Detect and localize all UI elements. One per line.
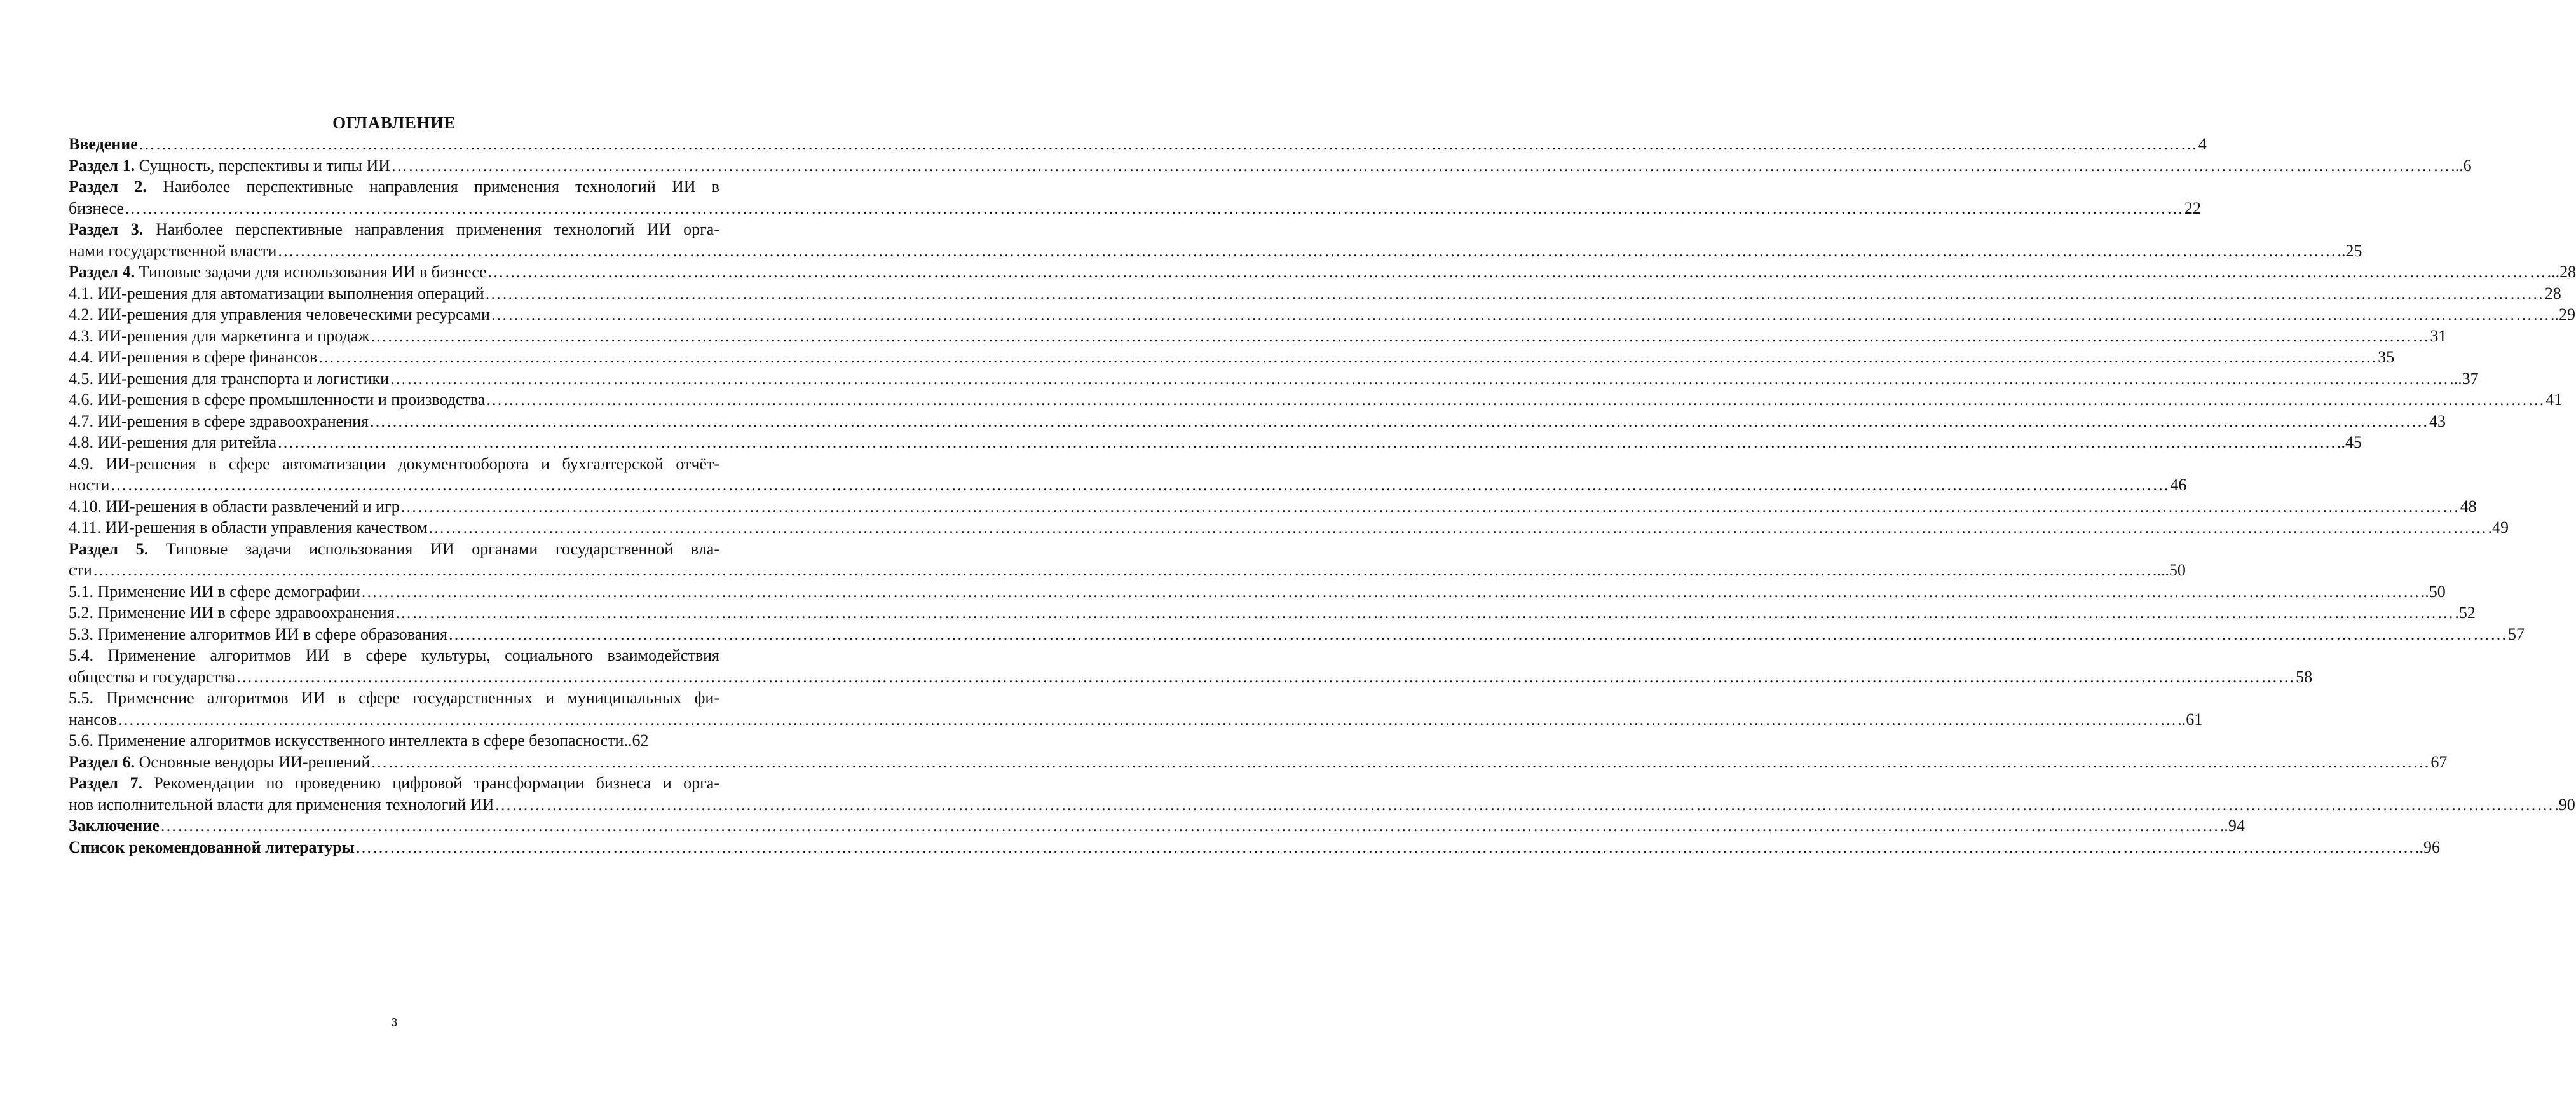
- section-label: Раздел 6.: [69, 752, 135, 771]
- dot-leader: ………………………………………………………………………………………………………………………………………………………………………………………………………………………………………………………………………………………………………………………………: [92, 561, 2152, 579]
- toc-entry-title: 5.1. Применение ИИ в сфере демографии: [69, 582, 360, 601]
- toc-entry-4-9[interactable]: [69, 453, 2187, 496]
- toc-entry-title-cont: общества и государства: [69, 667, 236, 686]
- dot-leader: ………………………………………………………………………………………………………………………………………………………………………………………………………………………………………………………………………………………………………………………………: [355, 837, 2415, 856]
- toc-entry-conclusion[interactable]: [69, 815, 2245, 837]
- dot-leader: ………………………………………………………………………………………………………………………………………………………………………………………………………………………………………………………………………………………………………………………………: [110, 476, 2170, 494]
- toc-page-number: 35: [2378, 348, 2395, 366]
- toc-page-number: ...6: [2451, 156, 2472, 175]
- toc-entry-5-4[interactable]: [69, 645, 2313, 687]
- toc-entry-5-6[interactable]: [69, 730, 719, 752]
- section-label: Раздел 2.: [69, 177, 147, 196]
- dot-leader: ………………………………………………………………………………………………………………………………………………………………………………………………………………………………………………………………………………………………………………………………: [486, 390, 2545, 409]
- toc-entry-5-1[interactable]: [69, 581, 2446, 603]
- dot-leader: ………………………………………………………………………………………………………………………………………………………………………………………………………………………………………………………………………………………………………………………………: [360, 582, 2420, 601]
- toc-entry-references[interactable]: [69, 837, 2440, 858]
- toc-page-number: 67: [2430, 752, 2448, 771]
- toc-page-number: ..50: [2420, 582, 2446, 601]
- toc-entry-title: 4.11. ИИ-решения в области управления качеством: [69, 518, 428, 537]
- toc-page-number: 58: [2296, 667, 2313, 686]
- toc-page-number: 28: [2544, 284, 2561, 303]
- toc-entry-4-6[interactable]: [69, 389, 2563, 411]
- dot-leader: ………………………………………………………………………………………………………………………………………………………………………………………………………………………………………………………………………………………………………………………………: [124, 198, 2184, 217]
- toc-entry-section-4[interactable]: [69, 261, 2576, 283]
- toc-page-number: ..94: [2219, 816, 2245, 835]
- toc-entry-4-10[interactable]: [69, 496, 2477, 518]
- toc-entry-title: Наиболее перспективные направления применения технологий ИИ в: [146, 177, 719, 196]
- toc-page-number: ..61: [2177, 710, 2203, 729]
- toc-entry-section-1[interactable]: [69, 155, 2472, 177]
- section-label: Раздел 7.: [69, 774, 142, 792]
- toc-entry-title-cont: ности: [69, 476, 110, 494]
- dot-leader: ………………………………………………………………………………………………………………………………………………………………………………………………………………………………………………………………………………………………………………………………: [487, 263, 2547, 281]
- dot-leader: ………………………………………………………………………………………………………………………………………………………………………………………………………………………………………………………………………………………………………………………………: [277, 433, 2337, 451]
- toc-entry-title-cont: нами государственной власти: [69, 241, 277, 260]
- toc-entry-intro[interactable]: [69, 134, 2207, 155]
- dot-leader: ………………………………………………………………………………………………………………………………………………………………………………………………………………………………………………………………………………………………………………………………: [484, 284, 2544, 303]
- toc-entry-title: 4.3. ИИ-решения для маркетинга и продаж: [69, 326, 370, 345]
- toc-page-number: ..29: [2550, 305, 2575, 324]
- toc-entry-title: 5.5. Применение алгоритмов ИИ в сфере государственных и муниципальных фи-: [69, 689, 719, 707]
- toc-entry-4-4[interactable]: [69, 347, 2395, 368]
- toc-entry-title: Типовые задачи для использования ИИ в бизнесе: [135, 263, 487, 281]
- toc-entry-title: 4.10. ИИ-решения в области развлечений и игр: [69, 497, 400, 516]
- toc-page-number: .52: [2455, 603, 2476, 622]
- toc-heading: ОГЛАВЛЕНИЕ: [332, 113, 456, 132]
- table-of-contents: [69, 134, 2576, 858]
- toc-entry-title: Сущность, перспективы и типы ИИ: [135, 156, 391, 175]
- toc-entry-4-7[interactable]: [69, 411, 2446, 432]
- toc-entry-title: Наиболее перспективные направления применения технологий ИИ орга-: [143, 220, 719, 238]
- toc-entry-title-cont: нансов: [69, 710, 118, 729]
- dot-leader: ………………………………………………………………………………………………………………………………………………………………………………………………………………………………………………………………………………………………………………………………: [395, 603, 2455, 622]
- toc-entry-title: 4.8. ИИ-решения для ритейла: [69, 433, 277, 451]
- toc-page-number: .49: [2488, 518, 2509, 537]
- toc-entry-4-8[interactable]: [69, 432, 2362, 453]
- dot-leader: ………………………………………………………………………………………………………………………………………………………………………………………………………………………………………………………………………………………………………………………………: [118, 710, 2177, 729]
- toc-entry-title: 4.5. ИИ-решения для транспорта и логистики: [69, 369, 390, 388]
- toc-entry-label: Заключение: [69, 816, 160, 835]
- toc-entry-section-2[interactable]: [69, 176, 2201, 219]
- toc-entry-4-5[interactable]: [69, 368, 2479, 390]
- toc-entry-5-3[interactable]: [69, 624, 2525, 645]
- toc-entry-4-3[interactable]: [69, 326, 2447, 347]
- toc-entry-4-1[interactable]: [69, 283, 2561, 305]
- dot-leader: ………………………………………………………………………………………………………………………………………………………………………………………………………………………………………………………………………………………………………………………………: [370, 326, 2430, 345]
- dot-leader: ………………………………………………………………………………………………………………………………………………………………………………………………………………………………………………………………………………………………………………………………: [277, 241, 2337, 260]
- toc-page-number: 41: [2545, 390, 2563, 409]
- toc-entry-5-2[interactable]: [69, 602, 2476, 624]
- toc-entry-title-cont: бизнесе: [69, 198, 124, 217]
- toc-entry-title: Типовые задачи использования ИИ органами государственной вла-: [148, 539, 719, 558]
- toc-entry-title: Рекомендации по проведению цифровой трансформации бизнеса и орга-: [142, 774, 719, 792]
- toc-entry-title: 5.6. Применение алгоритмов искусственного интеллекта в сфере безопасности: [69, 731, 624, 750]
- section-label: Раздел 1.: [69, 156, 135, 175]
- toc-page-number: ..62: [624, 731, 649, 750]
- toc-entry-label: Список рекомендованной литературы: [69, 837, 355, 856]
- section-label: Раздел 3.: [69, 220, 144, 238]
- toc-page-number: 22: [2184, 198, 2201, 217]
- toc-page-number: ...28: [2547, 263, 2576, 281]
- dot-leader: ………………………………………………………………………………………………………………………………………………………………………………………………………………………………………………………………………………………………………………………………: [400, 497, 2460, 516]
- toc-entry-4-2[interactable]: [69, 304, 2575, 326]
- toc-entry-title-cont: сти: [69, 561, 92, 579]
- page-number: 3: [390, 1016, 397, 1029]
- toc-entry-title: 5.4. Применение алгоритмов ИИ в сфере культуры, социального взаимодействия: [69, 646, 719, 664]
- dot-leader: ………………………………………………………………………………………………………………………………………………………………………………………………………………………………………………………………………………………………………………………………: [448, 624, 2508, 643]
- toc-page-number: 57: [2508, 624, 2525, 643]
- toc-entry-section-6[interactable]: [69, 752, 2448, 773]
- toc-page-number: 46: [2170, 476, 2187, 494]
- toc-entry-5-5[interactable]: [69, 687, 2203, 730]
- dot-leader: ………………………………………………………………………………………………………………………………………………………………………………………………………………………………………………………………………………………………………………………………: [428, 518, 2488, 537]
- toc-entry-title: 4.6. ИИ-решения в сфере промышленности и производства: [69, 390, 486, 409]
- toc-entry-section-3[interactable]: [69, 219, 2362, 261]
- toc-page-number: ..25: [2337, 241, 2362, 260]
- dot-leader: ………………………………………………………………………………………………………………………………………………………………………………………………………………………………………………………………………………………………………………………………: [318, 348, 2378, 366]
- toc-page-number: ....50: [2152, 561, 2186, 579]
- toc-entry-label: Введение: [69, 135, 138, 153]
- toc-entry-title: 5.3. Применение алгоритмов ИИ в сфере образования: [69, 624, 448, 643]
- toc-page-number: ..96: [2415, 837, 2440, 856]
- toc-entry-title: 5.2. Применение ИИ в сфере здравоохранения: [69, 603, 395, 622]
- dot-leader: ………………………………………………………………………………………………………………………………………………………………………………………………………………………………………………………………………………………………………………………………: [391, 156, 2451, 175]
- dot-leader: ………………………………………………………………………………………………………………………………………………………………………………………………………………………………………………………………………………………………………………………………: [371, 752, 2430, 771]
- toc-page-number: .90: [2554, 795, 2575, 814]
- toc-page-number: 4: [2198, 135, 2207, 153]
- toc-entry-title: 4.1. ИИ-решения для автоматизации выполнения операций: [69, 284, 484, 303]
- dot-leader: ………………………………………………………………………………………………………………………………………………………………………………………………………………………………………………………………………………………………………………………………: [390, 369, 2450, 388]
- toc-page-number: 48: [2460, 497, 2477, 516]
- dot-leader: ………………………………………………………………………………………………………………………………………………………………………………………………………………………………………………………………………………………………………………………………: [369, 411, 2429, 430]
- toc-page-number: ...37: [2450, 369, 2479, 388]
- toc-page-number: 43: [2429, 411, 2446, 430]
- toc-page-number: 31: [2430, 326, 2447, 345]
- toc-entry-title: Основные вендоры ИИ-решений: [135, 752, 371, 771]
- dot-leader: ………………………………………………………………………………………………………………………………………………………………………………………………………………………………………………………………………………………………………………………………: [494, 795, 2554, 814]
- dot-leader: ………………………………………………………………………………………………………………………………………………………………………………………………………………………………………………………………………………………………………………………………: [138, 135, 2198, 153]
- dot-leader: ………………………………………………………………………………………………………………………………………………………………………………………………………………………………………………………………………………………………………………………………: [490, 305, 2550, 324]
- toc-page-number: ..45: [2337, 433, 2362, 451]
- toc-entry-title: 4.7. ИИ-решения в сфере здравоохранения: [69, 411, 369, 430]
- dot-leader: ………………………………………………………………………………………………………………………………………………………………………………………………………………………………………………………………………………………………………………………………: [160, 816, 2219, 835]
- toc-entry-title: 4.4. ИИ-решения в сфере финансов: [69, 348, 318, 366]
- toc-entry-section-7[interactable]: [69, 773, 2575, 815]
- section-label: Раздел 5.: [69, 539, 149, 558]
- section-label: Раздел 4.: [69, 263, 135, 281]
- toc-entry-title: 4.9. ИИ-решения в сфере автоматизации документооборота и бухгалтерской отчёт-: [69, 454, 719, 473]
- dot-leader: ………………………………………………………………………………………………………………………………………………………………………………………………………………………………………………………………………………………………………………………………: [236, 667, 2296, 686]
- toc-entry-section-5[interactable]: [69, 539, 2186, 581]
- toc-entry-title-cont: нов исполнительной власти для применения технологий ИИ: [69, 795, 494, 814]
- toc-entry-title: 4.2. ИИ-решения для управления человеческими ресурсами: [69, 305, 490, 324]
- toc-entry-4-11[interactable]: [69, 517, 2509, 539]
